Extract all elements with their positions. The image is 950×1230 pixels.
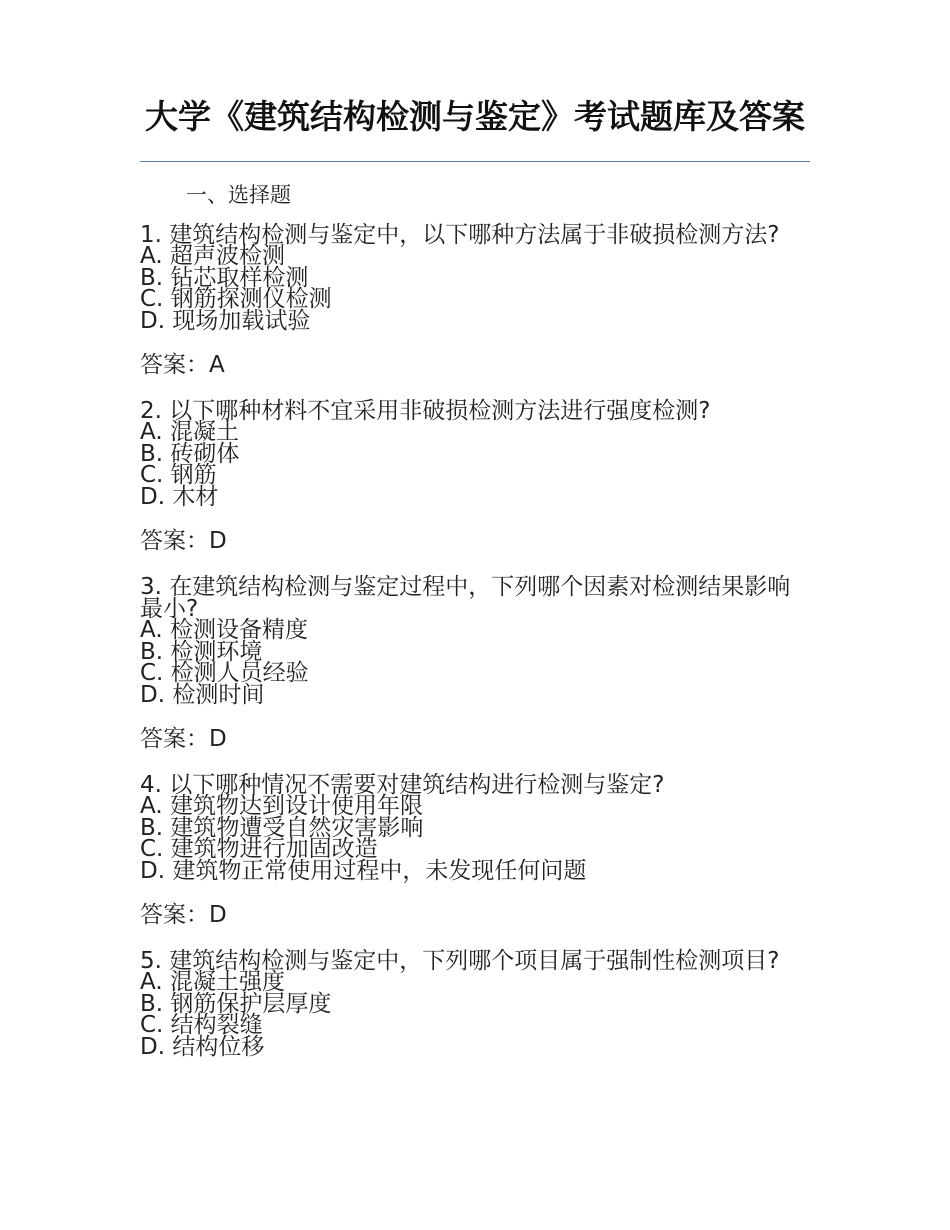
answer-text: 答案：D	[140, 726, 227, 752]
option-b: B. 建筑物遭受自然灾害影响	[140, 814, 424, 841]
option-d: D. 现场加载试验	[140, 307, 311, 334]
section-heading: 一、选择题	[186, 183, 291, 207]
option-b: B. 砖砌体	[140, 440, 240, 467]
option-b: B. 钢筋保护层厚度	[140, 990, 332, 1017]
question-stem: 3. 在建筑结构检测与鉴定过程中，下列哪个因素对检测结果影响最小?	[140, 574, 791, 622]
option-c: C. 检测人员经验	[140, 660, 309, 686]
option-c: C. 结构裂缝	[140, 1012, 263, 1038]
option-a: A. 建筑物达到设计使用年限	[140, 793, 423, 819]
option-list	[140, 793, 810, 884]
answer-text: 答案：D	[140, 902, 227, 928]
option-c: C. 钢筋探测仪检测	[140, 286, 332, 312]
option-a: A. 混凝土强度	[140, 969, 285, 995]
option-list	[140, 969, 810, 1060]
question-3	[140, 576, 810, 754]
answer-text: 答案：D	[140, 528, 227, 554]
option-b: B. 检测环境	[140, 638, 263, 665]
option-list	[140, 419, 810, 510]
option-b: B. 钻芯取样检测	[140, 264, 309, 291]
question-list	[140, 224, 810, 1078]
option-c: C. 钢筋	[140, 462, 217, 488]
document-title: 大学《建筑结构检测与鉴定》考试题库及答案	[145, 97, 805, 136]
option-a: A. 检测设备精度	[140, 617, 308, 643]
question-stem: 4. 以下哪种情况不需要对建筑结构进行检测与鉴定?	[140, 772, 665, 798]
question-2	[140, 400, 810, 556]
question-1	[140, 224, 810, 380]
option-a: A. 混凝土	[140, 419, 239, 445]
title-underline	[140, 161, 810, 162]
question-stem: 1. 建筑结构检测与鉴定中，以下哪种方法属于非破损检测方法?	[140, 222, 780, 248]
question-stem: 2. 以下哪种材料不宜采用非破损检测方法进行强度检测?	[140, 398, 711, 424]
option-list	[140, 617, 810, 708]
option-a: A. 超声波检测	[140, 243, 285, 269]
question-stem: 5. 建筑结构检测与鉴定中，下列哪个项目属于强制性检测项目?	[140, 948, 780, 974]
option-d: D. 检测时间	[140, 681, 265, 708]
question-5	[140, 950, 810, 1058]
option-d: D. 结构位移	[140, 1033, 265, 1060]
option-list	[140, 243, 810, 334]
option-d: D. 木材	[140, 483, 219, 510]
option-c: C. 建筑物进行加固改造	[140, 836, 378, 862]
question-4	[140, 774, 810, 930]
option-d: D. 建筑物正常使用过程中，未发现任何问题	[140, 857, 587, 884]
answer-text: 答案：A	[140, 352, 225, 378]
